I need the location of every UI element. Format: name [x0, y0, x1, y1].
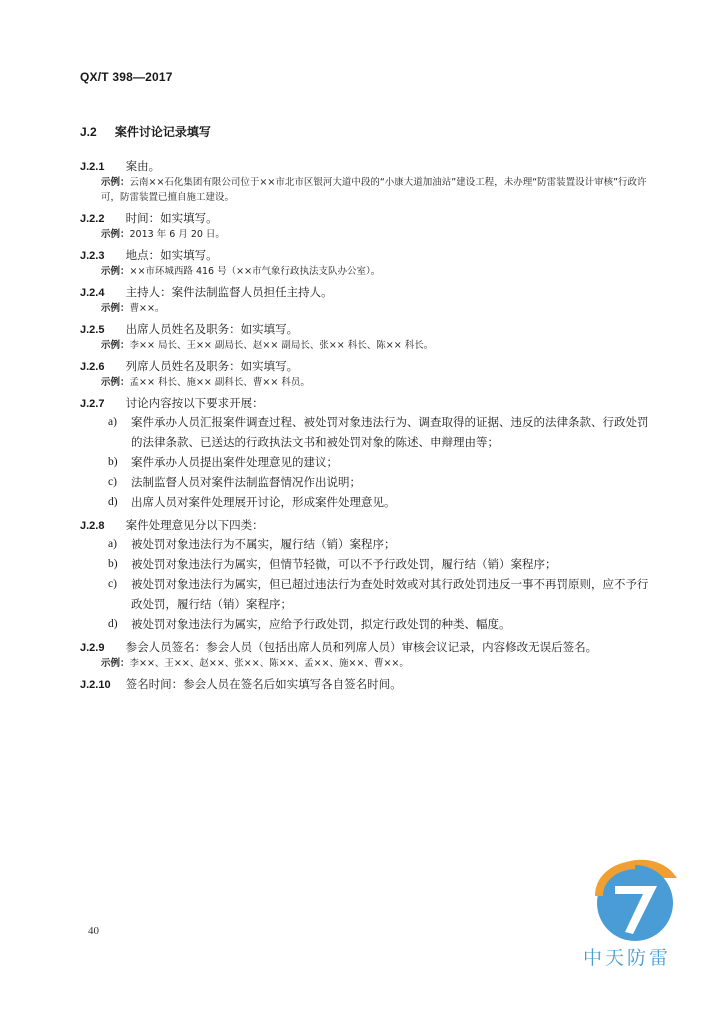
clause-number: J.2.6: [80, 361, 105, 373]
list-item: [80, 554, 650, 574]
item-text: 被处罚对象违法行为属实，应给予行政处罚，拟定行政处罚的种类、幅度。: [131, 617, 511, 631]
example-text: 云南××石化集团有限公司位于××市北市区银河大道中段的“小康大道加油站”建设工程，未办理“防雷装置设计审核”行政许可，防雷装置已擅自施工建设。: [101, 177, 647, 203]
section-heading: [80, 123, 211, 140]
clause-text: 主持人：案件法制监督人员担任主持人。: [125, 285, 333, 299]
example-label: 示例：: [101, 303, 130, 314]
item-letter: a): [108, 538, 117, 550]
list-item: [80, 574, 650, 614]
clause-text: 案件处理意见分以下四类：: [125, 518, 264, 532]
clause-j27: [80, 394, 650, 412]
clause-j28: [80, 516, 650, 534]
list-item: [80, 412, 650, 452]
item-letter: d): [108, 496, 118, 508]
clause-j29: [80, 638, 650, 656]
clause-example: [80, 264, 650, 279]
clause-number: J.2.1: [80, 161, 105, 173]
example-label: 示例：: [101, 229, 130, 240]
example-label: 示例：: [101, 658, 130, 669]
clause-text: 时间：如实填写。: [125, 211, 218, 225]
clause-text: 列席人员姓名及职务：如实填写。: [125, 359, 299, 373]
item-letter: b): [108, 558, 118, 570]
item-text: 被处罚对象违法行为不属实，履行结（销）案程序；: [131, 537, 396, 551]
list-item: [80, 614, 650, 634]
clause-text: 参会人员签名：参会人员（包括出席人员和列席人员）审核会议记录，内容修改无误后签名。: [125, 640, 598, 654]
zhongtian-logo-icon: [585, 848, 685, 948]
item-letter: c): [108, 578, 117, 590]
list-item: [80, 492, 650, 512]
page-number: 40: [88, 925, 99, 937]
clause-example: [80, 175, 650, 205]
example-text: 曹××。: [129, 303, 165, 314]
clause-list: [80, 157, 650, 693]
clause-text: 讨论内容按以下要求开展：: [125, 396, 264, 410]
item-letter: b): [108, 456, 118, 468]
clause-j24: [80, 283, 650, 301]
item-letter: d): [108, 618, 118, 630]
example-label: 示例：: [101, 377, 130, 388]
clause-example: [80, 227, 650, 242]
clause-j21: [80, 157, 650, 175]
item-text: 案件承办人员提出案件处理意见的建议；: [131, 455, 338, 469]
item-letter: a): [108, 416, 117, 428]
logo-text: 中天防雷: [583, 947, 672, 969]
item-text: 被处罚对象违法行为属实，但已超过违法行为查处时效或对其行政处罚违反一事不再罚原则，应不予行政处罚，履行结（销）案程序；: [131, 577, 649, 611]
clause-number: J.2.10: [80, 679, 111, 691]
clause-text: 地点：如实填写。: [125, 248, 218, 262]
clause-text: 案由。: [125, 159, 161, 173]
clause-number: J.2.5: [80, 324, 105, 336]
clause-j22: [80, 209, 650, 227]
clause-j23: [80, 246, 650, 264]
clause-number: J.2.7: [80, 398, 105, 410]
clause-example: [80, 656, 650, 671]
item-letter: c): [108, 476, 117, 488]
clause-number: J.2.4: [80, 287, 105, 299]
clause-text: 签名时间：参会人员在签名后如实填写各自签名时间。: [125, 677, 402, 691]
clause-example: [80, 301, 650, 316]
section-number: J.2: [80, 125, 97, 139]
list-item: [80, 452, 650, 472]
item-text: 法制监督人员对案件法制监督情况作出说明；: [131, 475, 361, 489]
example-text: ××市环城西路 416 号（××市气象行政执法支队办公室）。: [129, 266, 381, 277]
example-label: 示例：: [101, 266, 130, 277]
example-text: 李×× 局长、王×× 副局长、赵×× 副局长、张×× 科长、陈×× 科长。: [129, 340, 434, 351]
list-item: [80, 472, 650, 492]
example-label: 示例：: [101, 177, 130, 188]
example-text: 李××、王××、赵××、张××、陈××、孟××、施××、曹××。: [129, 658, 409, 669]
clause-number: J.2.3: [80, 250, 105, 262]
example-text: 孟×× 科长、施×× 副科长、曹×× 科员。: [129, 377, 310, 388]
example-label: 示例：: [101, 340, 130, 351]
clause-j25: [80, 320, 650, 338]
item-text: 被处罚对象违法行为属实，但情节轻微，可以不予行政处罚，履行结（销）案程序；: [131, 557, 557, 571]
list-item: [80, 534, 650, 554]
clause-j210: [80, 675, 650, 693]
clause-number: J.2.2: [80, 213, 105, 225]
clause-j26: [80, 357, 650, 375]
clause-number: J.2.9: [80, 642, 105, 654]
clause-example: [80, 338, 650, 353]
example-text: 2013 年 6 月 20 日。: [129, 229, 225, 240]
clause-example: [80, 375, 650, 390]
item-text: 案件承办人员汇报案件调查过程、被处罚对象违法行为、调查取得的证据、违反的法律条款、行政处罚的法律条款、已送达的行政执法文书和被处罚对象的陈述、申辩理由等；: [131, 415, 649, 449]
standard-code: QX/T 398—2017: [80, 70, 173, 84]
item-text: 出席人员对案件处理展开讨论，形成案件处理意见。: [131, 495, 396, 509]
clause-number: J.2.8: [80, 520, 105, 532]
section-title: 案件讨论记录填写: [114, 125, 211, 139]
clause-text: 出席人员姓名及职务：如实填写。: [125, 322, 299, 336]
